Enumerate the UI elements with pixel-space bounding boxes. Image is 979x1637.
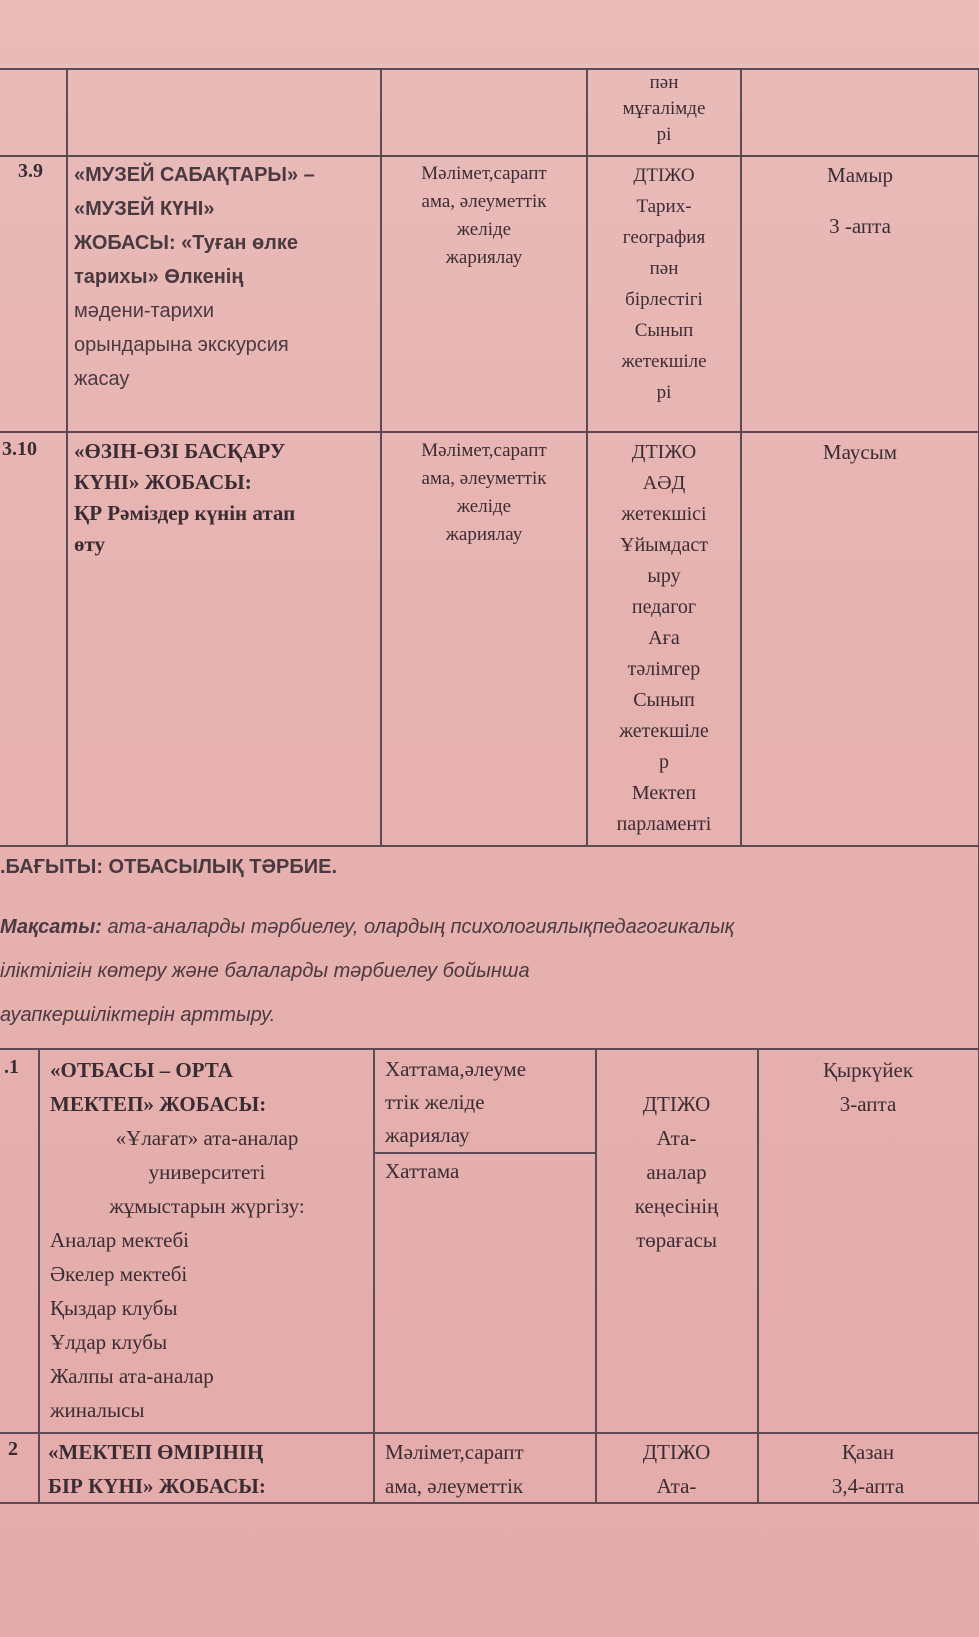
text-line: жетекшіле [621, 351, 707, 372]
table-line [0, 1432, 979, 1434]
text-line: Сынып [633, 689, 695, 711]
text-line: «ОТБАСЫ – ОРТА [50, 1058, 233, 1082]
text-line: ДТІЖО [642, 1092, 711, 1116]
text-line: ама, әлеуметтік [421, 468, 547, 489]
text-line: география [622, 227, 706, 248]
text-line: ҚР Рәміздер күнін атап [74, 501, 296, 525]
report-form-cell [384, 160, 584, 272]
text-line: Мәлімет,сарапт [385, 1440, 524, 1464]
text-line: ДТІЖО [642, 1440, 711, 1464]
text-line: «ӨЗІН-ӨЗІ БАСҚАРУ [74, 439, 286, 463]
deadline-cell [744, 437, 976, 468]
table-line [0, 1048, 979, 1050]
table-line [0, 431, 979, 433]
text-line: парламенті [616, 813, 712, 835]
responsible-cell [598, 1087, 755, 1257]
text-line: Ата- [656, 1126, 697, 1150]
text-line: жетекшісі [621, 503, 707, 525]
text-line: жұмыстарын жүргізу: [109, 1194, 305, 1218]
responsible-cell [590, 160, 738, 408]
text-line: Ұлдар клубы [50, 1330, 168, 1354]
row-number: 2 [8, 1438, 18, 1460]
text-line: рі [656, 124, 672, 145]
report-form-cell [384, 437, 584, 549]
text-line: орындарына экскурсия [74, 334, 289, 356]
text-line: университеті [148, 1160, 266, 1184]
text-line: пән [649, 258, 679, 279]
text-line: кеңесінің [634, 1194, 719, 1218]
table-line [373, 1152, 595, 1154]
text-line: Маусым [822, 440, 898, 464]
text-line: тарихы» Өлкенің [74, 266, 244, 288]
text-line: Тарих- [636, 196, 692, 217]
text-line: ауапкершіліктерін арттыру. [0, 1004, 276, 1026]
text-line: Мәлімет,сарапт [421, 440, 547, 461]
table-line [0, 68, 979, 70]
table-line [740, 68, 742, 845]
text-line: Қазан [841, 1440, 895, 1464]
text-line: мұғалімде [622, 98, 706, 119]
table-line [757, 1048, 759, 1502]
text-line: Әкелер мектебі [50, 1262, 188, 1286]
text-line: жетекшіле [619, 720, 709, 742]
text-line: Ұйымдаст [620, 534, 708, 556]
deadline-cell [744, 160, 976, 242]
text-line: желіде [456, 496, 512, 517]
row-number: 3.9 [18, 160, 43, 182]
report-form-cell [385, 1435, 593, 1503]
text-line: «МЕКТЕП ӨМІРІНІҢ [48, 1440, 264, 1464]
text-line: ДТІЖО [633, 165, 695, 186]
event-title-cell [74, 158, 374, 396]
text-line: ЖОБАСЫ: «Туған өлке [74, 232, 299, 254]
text-line: Мектеп [631, 782, 697, 804]
text-line: 3-апта [839, 1092, 897, 1116]
text-line: КҮНІ» ЖОБАСЫ: [74, 470, 252, 494]
text-line: 3,4-апта [831, 1474, 905, 1498]
report-form-cell [385, 1053, 593, 1152]
text-line: төрағасы [636, 1228, 717, 1252]
text-line: іліктілігін көтеру және балаларды тәрбиелеу бойынша [0, 960, 530, 982]
row-number: 3.10 [2, 438, 37, 460]
text-line: Қыркүйек [822, 1058, 914, 1082]
text-line: педагог [631, 596, 697, 618]
text-line: ама, әлеуметтік [421, 191, 547, 212]
text-line: тәлімгер [627, 658, 701, 680]
text-line: ДТІЖО [631, 441, 697, 463]
responsible-cell [598, 1435, 755, 1503]
text-line: жиналысы [50, 1398, 145, 1422]
section-goal [0, 905, 979, 1037]
text-line: мәдени-тарихи [74, 300, 215, 322]
responsible-cell [590, 437, 738, 840]
text-line: Жалпы ата-аналар [50, 1364, 214, 1388]
text-line: өту [74, 532, 106, 556]
text-line: Мамыр [827, 163, 893, 187]
text-line: Мәлімет,сарапт [421, 163, 547, 184]
table-line [595, 1048, 597, 1502]
text-line: Сынып [634, 320, 694, 341]
text-line: жасау [74, 368, 130, 390]
event-title-cell [74, 436, 378, 560]
text-line: р [659, 751, 669, 773]
row-number: .1 [4, 1056, 19, 1078]
text-line: Қыздар клубы [50, 1296, 178, 1320]
responsible-cell [590, 70, 738, 148]
event-title-cell [48, 1435, 370, 1503]
table-line [586, 68, 588, 845]
text-line: 3 -апта [829, 214, 891, 238]
event-title-cell [46, 1053, 368, 1427]
text-line: Хаттама,әлеуме [385, 1057, 527, 1081]
text-line: рі [656, 382, 672, 403]
table-line [0, 155, 979, 157]
section-heading: .БАҒЫТЫ: ОТБАСЫЛЫҚ ТӘРБИЕ. [0, 856, 338, 878]
text-line: Ата- [656, 1474, 697, 1498]
table-line [380, 68, 382, 845]
text-line: ама, әлеуметтік [385, 1474, 524, 1498]
text-line: бірлестігі [625, 289, 703, 310]
text-line: БІР КҮНІ» ЖОБАСЫ: [48, 1474, 266, 1498]
text-line: Аға [648, 627, 680, 649]
text-line: ттік желіде [385, 1090, 485, 1114]
goal-text: ата-аналарды тәрбиелеу, олардың психологиялықпедагогикалық [101, 916, 735, 938]
text-line: Аналар мектебі [50, 1228, 190, 1252]
goal-label: Мақсаты: [0, 916, 102, 938]
table-line [0, 845, 979, 847]
text-line: жариялау [385, 1123, 470, 1147]
text-line [0, 905, 979, 949]
deadline-cell [760, 1053, 976, 1121]
text-line: пән [649, 72, 679, 93]
table-line [66, 68, 68, 845]
text-line: желіде [456, 219, 512, 240]
text-line: ыру [647, 565, 681, 587]
text-line: «МУЗЕЙ КҮНІ» [74, 198, 215, 220]
text-line: «МУЗЕЙ САБАҚТАРЫ» – [74, 164, 315, 186]
text-line: АӘД [642, 472, 686, 494]
table-line [38, 1048, 40, 1502]
report-form-cell: Хаттама [385, 1159, 460, 1183]
text-line: МЕКТЕП» ЖОБАСЫ: [50, 1092, 267, 1116]
table-line [373, 1048, 375, 1502]
text-line: «Ұлағат» ата-аналар [115, 1126, 299, 1150]
text-line: жариялау [445, 247, 523, 268]
text-line: жариялау [445, 524, 523, 545]
text-line: аналар [646, 1160, 707, 1184]
deadline-cell [760, 1435, 976, 1503]
